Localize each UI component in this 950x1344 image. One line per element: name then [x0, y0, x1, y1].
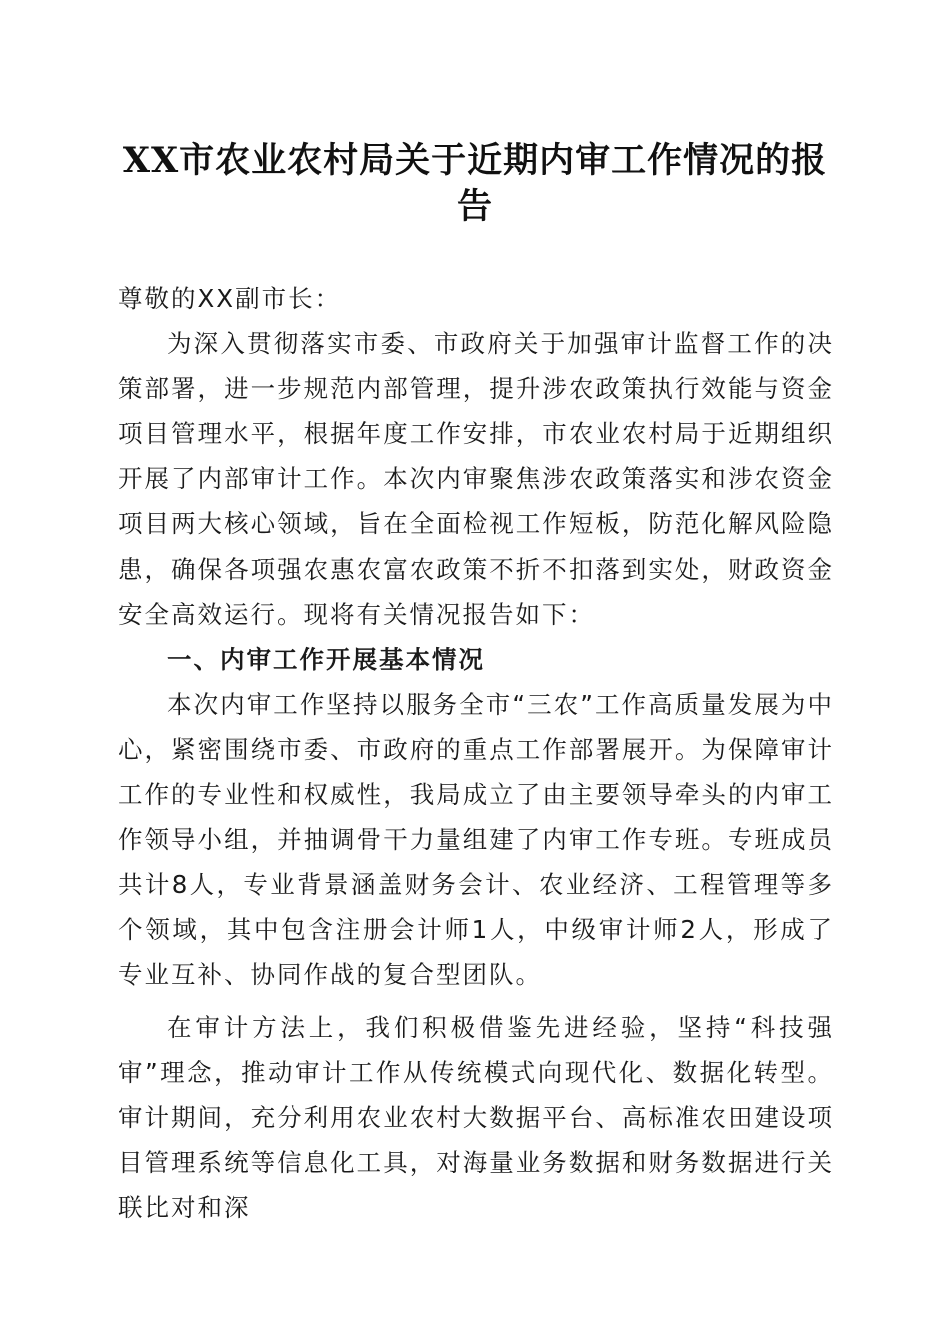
salutation: 尊敬的XX副市长： [118, 284, 342, 313]
paragraph-basic-situation: 本次内审工作坚持以服务全市“三农”工作高质量发展为中心，紧密围绕市委、市政府的重点工作部署展开。为保障审计工作的专业性和权威性，我局成立了由主要领导牵头的内审工作领导小组，并抽调骨干力量组建了内审工作专班。专班成员共计8人，专业背景涵盖财务会计、农业经济、工程管理等多个领域，其中包含注册会计师1人，中级审计师2人，形成了专业互补、协同作战的复合型团队。 [118, 689, 834, 990]
paragraph-audit-method: 在审计方法上，我们积极借鉴先进经验，坚持“科技强审”理念，推动审计工作从传统模式向现代化、数据化转型。审计期间，充分利用农业农村大数据平台、高标准农田建设项目管理系统等信息化工具，对海量业务数据和财务数据进行关联比对和深 [118, 1012, 834, 1222]
document-title: XX市农业农村局关于近期内审工作情况的报告 [122, 140, 828, 227]
section-heading-1: 一、内审工作开展基本情况 [167, 644, 485, 674]
paragraph-intro: 为深入贯彻落实市委、市政府关于加强审计监督工作的决策部署，进一步规范内部管理，提升涉农政策执行效能与资金项目管理水平，根据年度工作安排，市农业农村局于近期组织开展了内部审计工作。本次内审聚焦涉农政策落实和涉农资金项目两大核心领域，旨在全面检视工作短板，防范化解风险隐患，确保各项强农惠农富农政策不折不扣落到实处，财政资金安全高效运行。现将有关情况报告如下： [118, 329, 834, 629]
document-body [118, 276, 834, 1230]
